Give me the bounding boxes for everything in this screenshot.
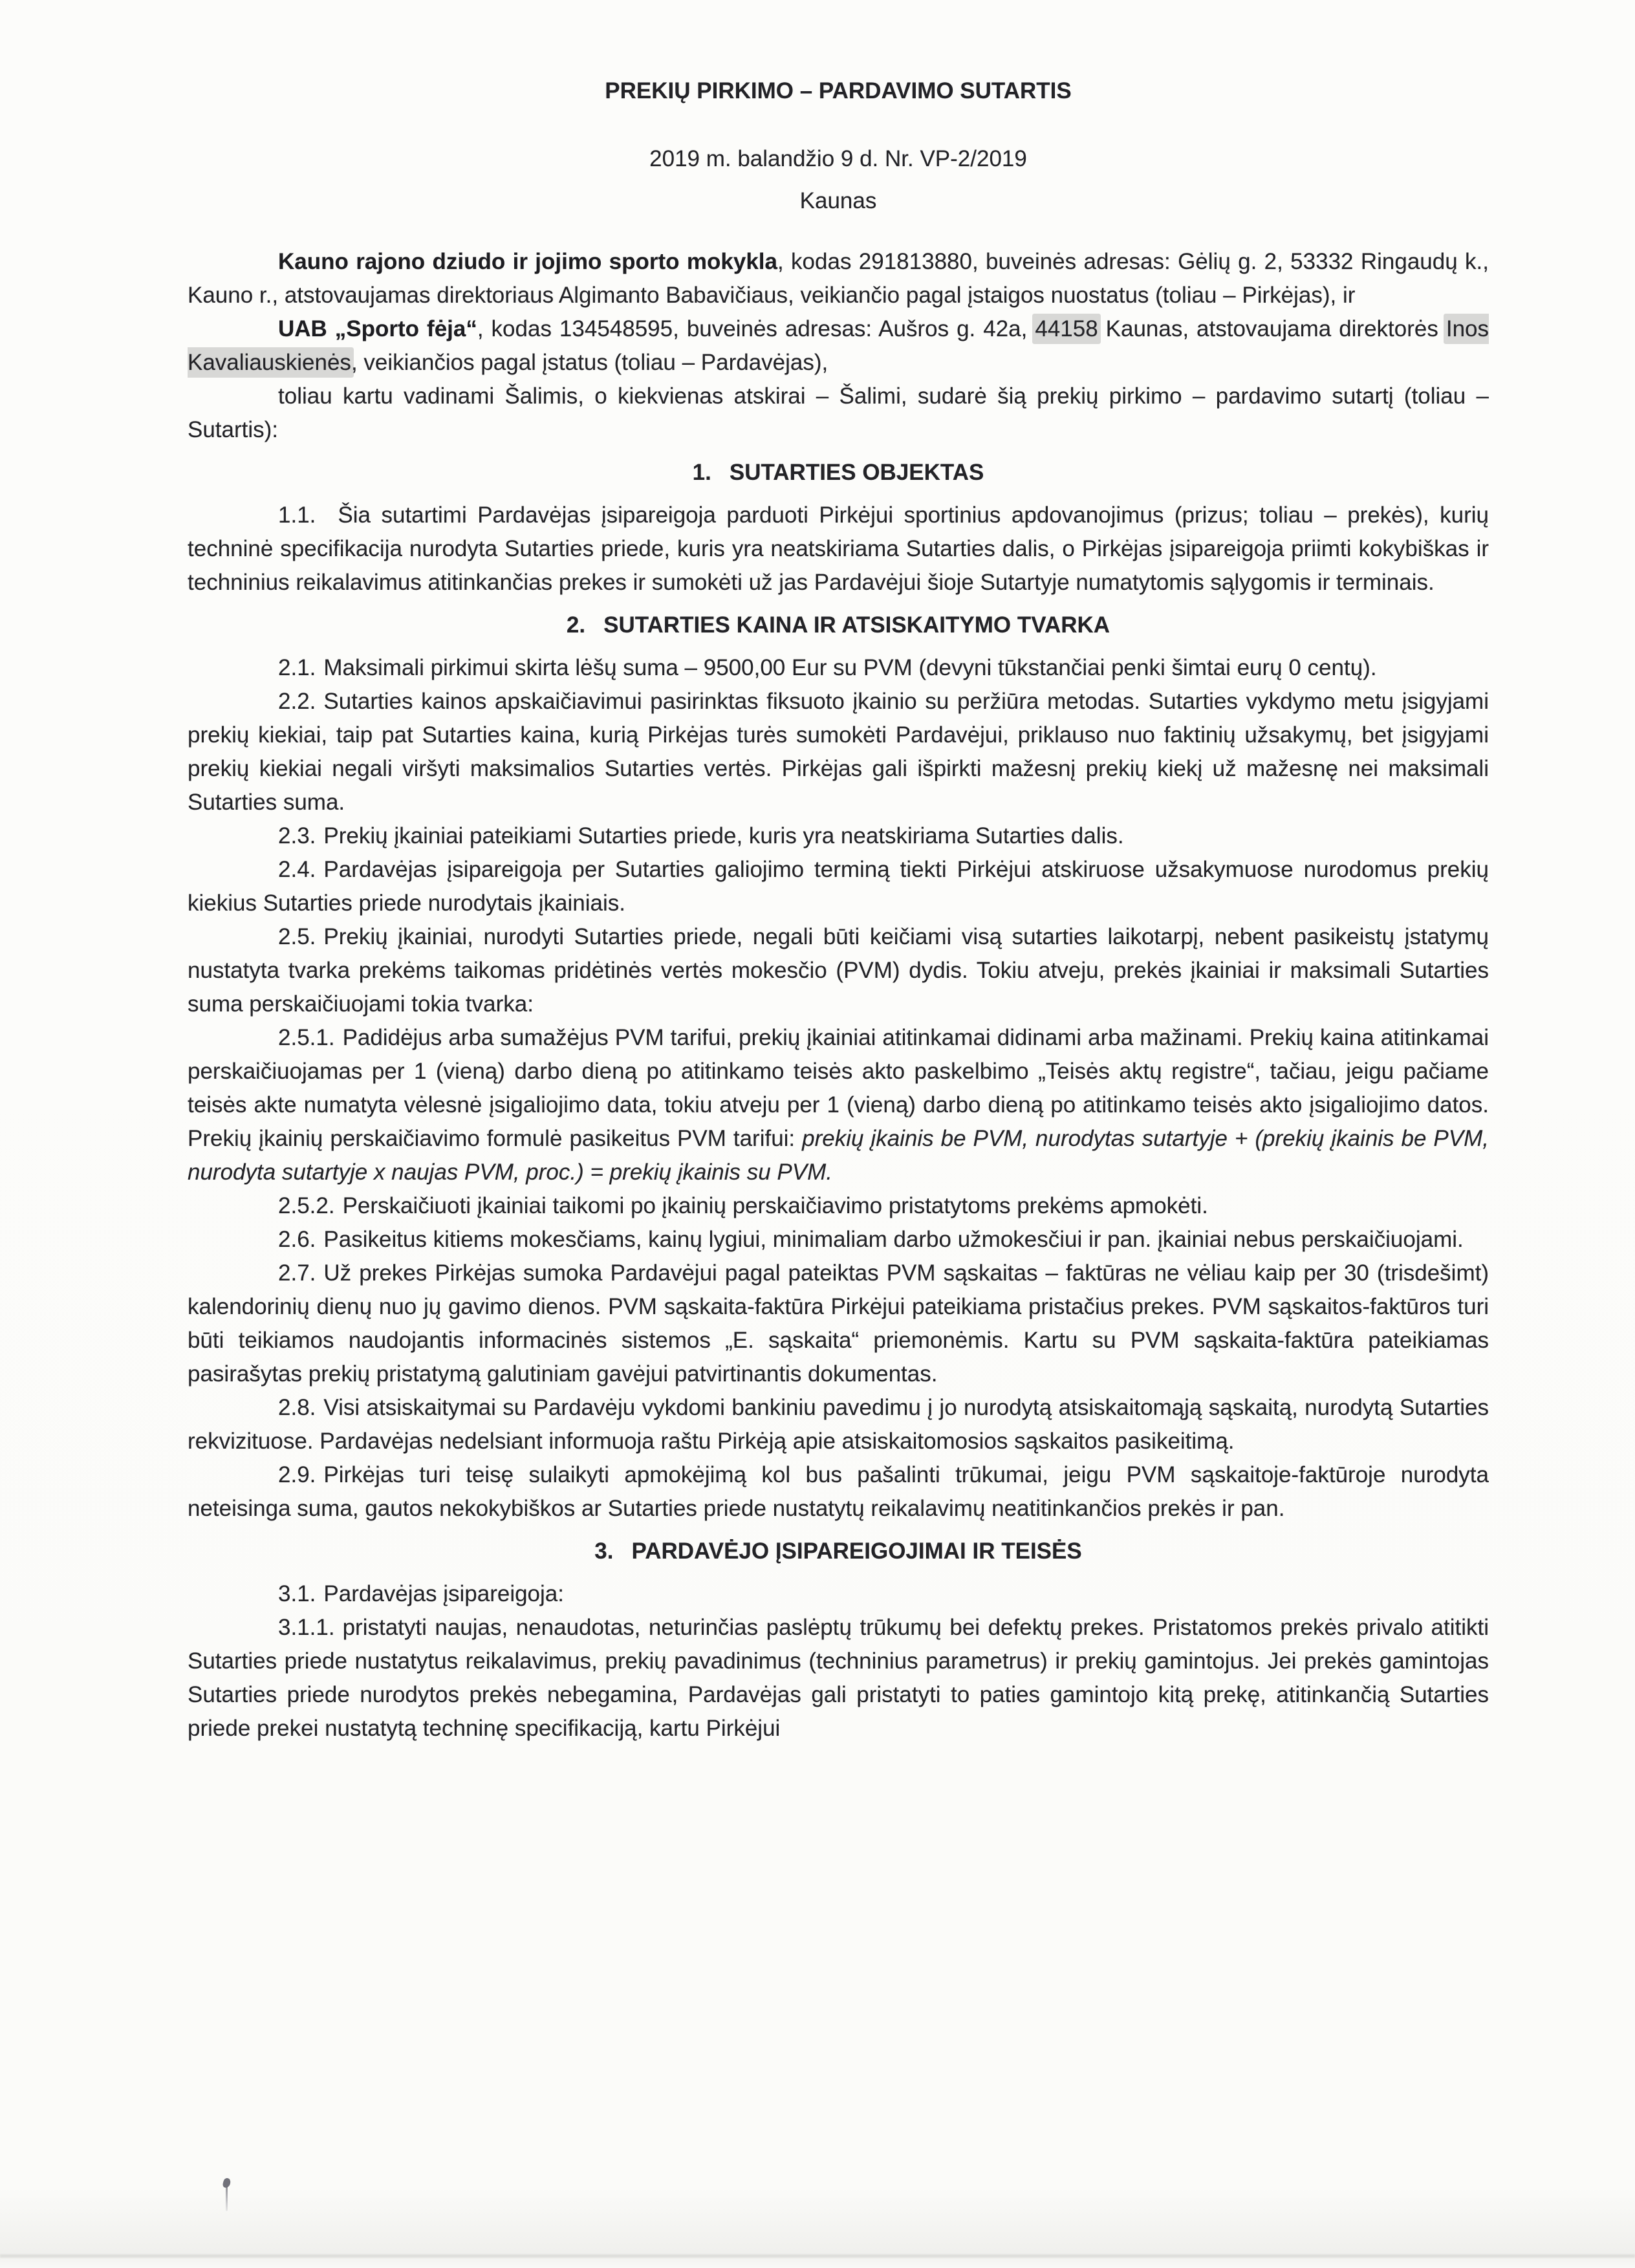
clause-text: Prekių įkainiai pateikiami Sutarties priede, kuris yra neatskiriama Sutarties dalis. <box>323 823 1124 848</box>
clause-number: 2.2. <box>278 689 316 714</box>
clause-1-1 <box>188 499 1489 599</box>
clause-2-6 <box>188 1223 1489 1257</box>
clause-text: Maksimali pirkimui skirta lėšų suma – 9500,00 Eur su PVM (devyni tūkstančiai penki šimtai eurų 0 centų). <box>323 655 1377 680</box>
seller-details-text-1: , kodas 134548595, buveinės adresas: Aušros g. 42a, <box>477 316 1035 341</box>
clause-2-5-2 <box>188 1189 1489 1223</box>
clause-number: 2.3. <box>278 823 316 848</box>
clause-text: Sutarties kainos apskaičiavimui pasirinktas fiksuoto įkainio su peržiūra metodas. Sutarties vykdymo metu įsigyjami prekių kiekiai, taip pat Sutarties kaina, kurią Pirkėjas turės sumokėti Pardavėjui, priklauso nuo faktinių užsakymų, bet įsigyjami prekių kiekiai negali viršyti maksimalios Sutarties vertės. Pirkėjas gali išpirkti mažesnį prekių kiekį už mažesnę nei maksimali Sutarties suma. <box>188 689 1489 815</box>
clause-number: 2.8. <box>278 1395 316 1420</box>
clause-number: 2.5.1. <box>278 1025 335 1050</box>
section-1-title: SUTARTIES OBJEKTAS <box>729 460 984 485</box>
buyer-name-bold: Kauno rajono dziudo ir jojimo sporto mokykla <box>278 249 777 274</box>
seller-details-text-3: , veikiančios pagal įstatus (toliau – Pardavėjas), <box>351 350 828 375</box>
section-1-number: 1. <box>692 460 711 485</box>
section-3-title: PARDAVĖJO ĮSIPAREIGOJIMAI IR TEISĖS <box>631 1539 1082 1564</box>
clause-number: 2.6. <box>278 1227 316 1252</box>
clause-number: 2.1. <box>278 655 316 680</box>
clause-number: 2.4. <box>278 857 316 882</box>
clause-3-1-1 <box>188 1611 1489 1745</box>
clause-number: 2.5.2. <box>278 1193 335 1218</box>
clause-2-4 <box>188 853 1489 920</box>
clause-2-2 <box>188 685 1489 819</box>
clause-number: 2.5. <box>278 924 316 949</box>
section-2-heading <box>188 609 1489 642</box>
clause-text: Už prekes Pirkėjas sumoka Pardavėjui pagal pateiktas PVM sąskaitas – faktūras ne vėliau kaip per 30 (trisdešimt) kalendorinių dienų nuo jų gavimo dienos. PVM sąskaita-faktūra Pirkėjui pateikiama pristačius prekes. PVM sąskaitos-faktūros turi būti teikiamos naudojantis informacinės sistemos „E. sąskaita“ priemonėmis. Kartu su PVM sąskaita-faktūra pateikiamas pasirašytas prekių pristatymą galutiniam gavėjui patvirtinantis dokumentas. <box>188 1260 1489 1387</box>
pvm-recalculation-formula-italic: prekių įkainis be PVM, nurodytas sutartyje + (prekių įkainis be PVM, nurodyta sutartyje x naujas PVM, proc.) = prekių įkainis su PVM. <box>188 1126 1489 1185</box>
seller-party-paragraph <box>188 312 1489 380</box>
seller-details-text-2: Kaunas, atstovaujama direktorės <box>1098 316 1446 341</box>
section-2-number: 2. <box>566 612 586 638</box>
clause-number: 3.1. <box>278 1581 316 1606</box>
clause-text: Pirkėjas turi teisę sulaikyti apmokėjimą kol bus pašalinti trūkumai, jeigu PVM sąskaitoje-faktūroje nurodyta neteisinga suma, gautos nekokybiškos ar Sutarties priede nustatytų reikalavimų neatitinkančios prekės ir pan. <box>188 1462 1489 1521</box>
postal-code-highlight: 44158 <box>1035 316 1098 341</box>
clause-number: 2.9. <box>278 1462 316 1487</box>
clause-2-3 <box>188 819 1489 853</box>
clause-text: Pardavėjas įsipareigoja: <box>323 1581 564 1606</box>
clause-text: Prekių įkainiai, nurodyti Sutarties priede, negali būti keičiami visą sutarties laikotarpį, nebent pasikeistų įstatymų nustatyta tvarka prekėms taikomas pridėtinės vertės mokesčio (PVM) dydis. Tokiu atveju, prekės įkainiai ir maksimali Sutarties suma perskaičiuojami tokia tvarka: <box>188 924 1489 1017</box>
clause-2-7 <box>188 1257 1489 1391</box>
director-name-highlight: Inos Kavaliauskienės <box>188 316 1489 375</box>
clause-3-1 <box>188 1577 1489 1611</box>
document-title: PREKIŲ PIRKIMO – PARDAVIMO SUTARTIS <box>605 78 1072 103</box>
clause-number: 2.7. <box>278 1260 316 1286</box>
section-3-heading <box>188 1535 1489 1568</box>
seller-name-bold: UAB „Sporto fėja“ <box>278 316 477 341</box>
clause-text: Šia sutartimi Pardavėjas įsipareigoja parduoti Pirkėjui sportinius apdovanojimus (prizus; toliau – prekės), kurių techninė specifikacija nurodyta Sutarties priede, kuris yra neatskiriama Sutarties dalis, o Pirkėjas įsipareigoja priimti kokybiškas ir techninius reikalavimus atitinkančias prekes ir sumokėti už jas Pardavėjui šioje Sutartyje numatytomis sąlygomis ir terminais. <box>188 502 1489 595</box>
clause-2-5-1 <box>188 1021 1489 1189</box>
joint-parties-paragraph: toliau kartu vadinami Šalimis, o kiekvienas atskirai – Šalimi, sudarė šią prekių pirkimo – pardavimo sutartį (toliau – Sutartis): <box>188 383 1489 442</box>
document-city: Kaunas <box>799 188 877 213</box>
clause-2-1 <box>188 651 1489 685</box>
buyer-details-text: , kodas 291813880, buveinės adresas: Gėlių g. 2, 53332 Ringaudų k., Kauno r., atstovaujamas direktoriaus Algimanto Babavičiaus, veikiančio pagal įstaigos nuostatus (toliau – Pirkėjas), ir <box>188 249 1489 308</box>
clause-text: Pardavėjas įsipareigoja per Sutarties galiojimo terminą tiekti Pirkėjui atskiruose užsakymuose nurodomus prekių kiekius Sutarties priede nurodytais įkainiais. <box>188 857 1489 916</box>
clause-2-8 <box>188 1391 1489 1458</box>
clause-number: 1.1. <box>278 502 316 528</box>
scanner-bottom-shadow <box>0 2254 1635 2258</box>
buyer-party-paragraph <box>188 245 1489 312</box>
document-date-line: 2019 m. balandžio 9 d. Nr. VP-2/2019 <box>649 146 1027 171</box>
ink-smudge-mark <box>222 2178 232 2217</box>
clause-text: Perskaičiuoti įkainiai taikomi po įkainių perskaičiavimo pristatytoms prekėms apmokėti. <box>342 1193 1208 1218</box>
clause-2-5 <box>188 920 1489 1021</box>
clause-text: pristatyti naujas, nenaudotas, neturinčias paslėptų trūkumų bei defektų prekes. Pristatomos prekės privalo atitikti Sutarties priede nustatytus reikalavimus, prekių pavadinimus (techninius parametrus) ir prekių gamintojus. Jei prekės gamintojas Sutarties priede nurodytos prekės nebegamina, Pardavėjas gali pristatyti to paties gamintojo kitą prekę, atitinkančią Sutarties priede prekei nustatytą techninę specifikaciją, kartu Pirkėjui <box>188 1615 1489 1741</box>
section-2-title: SUTARTIES KAINA IR ATSISKAITYMO TVARKA <box>603 612 1110 638</box>
section-3-number: 3. <box>594 1539 614 1564</box>
clause-text: Visi atsiskaitymai su Pardavėju vykdomi bankiniu pavedimu į jo nurodytą atsiskaitomąją sąskaitą, nurodytą Sutarties rekvizituose. Pardavėjas nedelsiant informuoja raštu Pirkėją apie atsiskaitomosios sąskaitos pasikeitimą. <box>188 1395 1489 1454</box>
section-1-heading <box>188 456 1489 490</box>
clause-text: Pasikeitus kitiems mokesčiams, kainų lygiui, minimaliam darbo užmokesčiui ir pan. įkainiai nebus perskaičiuojami. <box>323 1227 1464 1252</box>
clause-text: Padidėjus arba sumažėjus PVM tarifui, prekių įkainiai atitinkamai didinami arba mažinami. Prekių kaina atitinkamai perskaičiuojamas per 1 (vieną) darbo dieną po atitinkamo teisės akto paskelbimo „Teisės aktų registre“, tačiau, jeigu pačiame teisės akte numatyta vėlesnė įsigaliojimo data, tokiu atveju per 1 (vieną) darbo dieną po atitinkamo teisės akto įsigaliojimo datos. Prekių įkainių perskaičiavimo formulė pasikeitus PVM tarifui: <box>188 1025 1489 1151</box>
clause-number: 3.1.1. <box>278 1615 335 1640</box>
clause-2-9 <box>188 1458 1489 1526</box>
